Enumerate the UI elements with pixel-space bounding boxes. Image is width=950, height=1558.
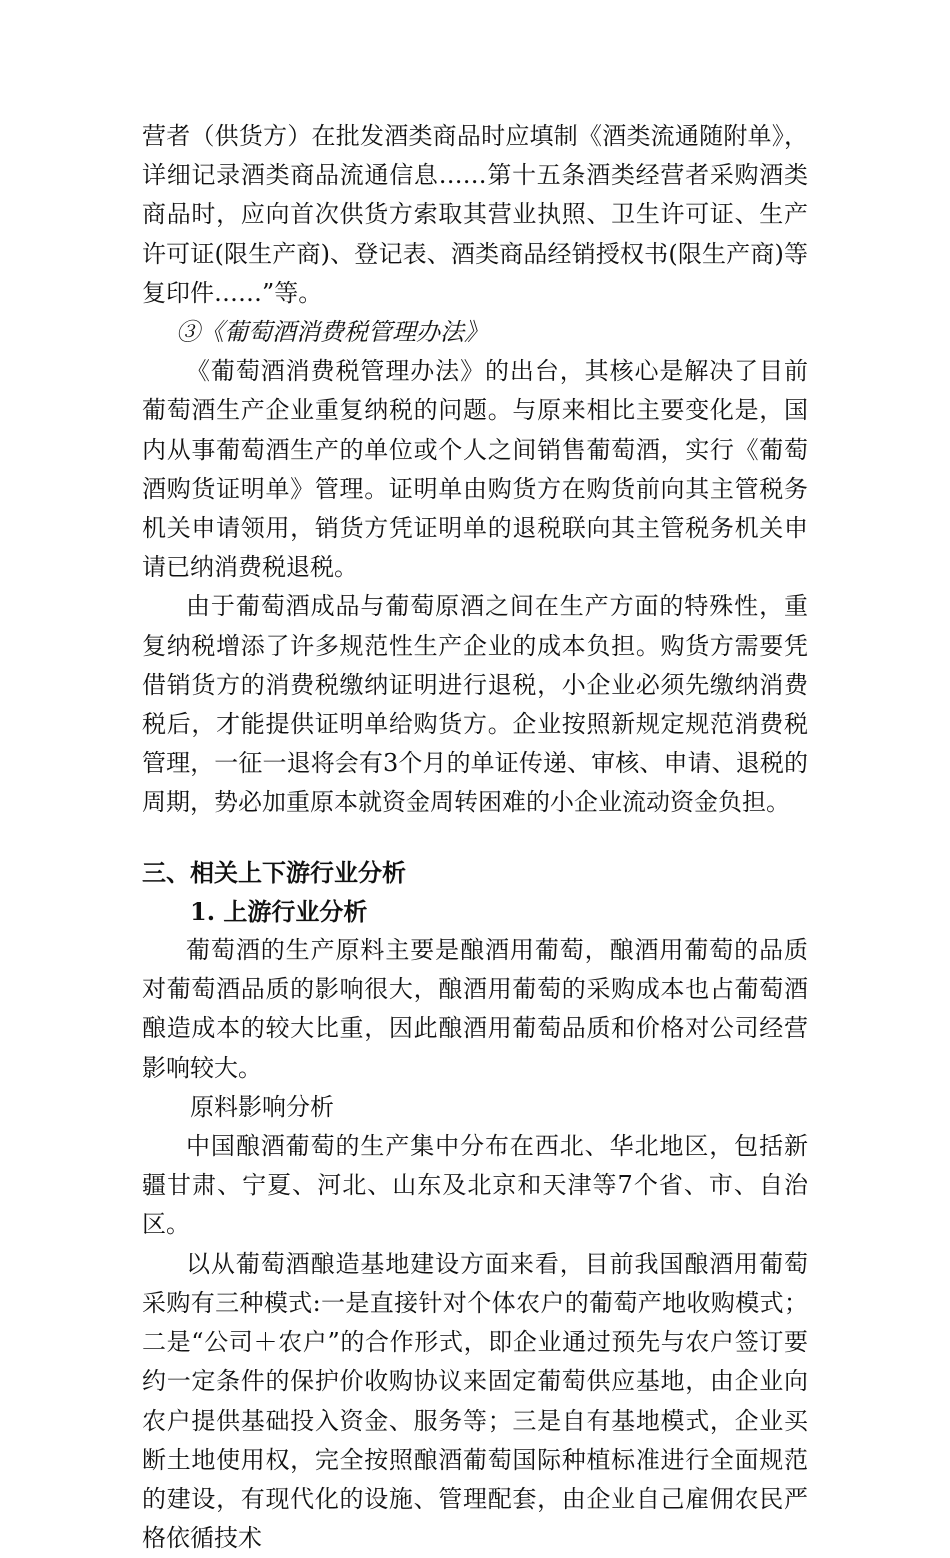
subsection-heading-upstream: 1. 上游行业分析	[190, 896, 368, 926]
heading-wine-consumption-tax: ③《葡萄酒消费税管理办法》	[176, 318, 488, 347]
paragraph-purchase-modes: 以从葡萄酒酿造基地建设方面来看，目前我国酿酒用葡萄采购有三种模式:一是直接针对个体农户的葡萄产地收购模式；二是“公司＋农户”的合作形式，即企业通过预先与农户签订要约一定条件的保护价收购协议来固定葡萄供应基地，由企业向农户提供基础投入资金、服务等；三是自有基地模式，企业买断土地使用权，完全按照酿酒葡萄国际种植标准进行全面规范的建设，有现代化的设施、管理配套，由企业自己雇佣农民严格依循技术	[142, 1249, 808, 1553]
section-heading-upstream-downstream: 三、相关上下游行业分析	[142, 857, 406, 887]
paragraph-double-tax: 由于葡萄酒成品与葡萄原酒之间在生产方面的特殊性，重复纳税增添了许多规范性生产企业的成本负担。购货方需要凭借销货方的消费税缴纳证明进行退税，小企业必须先缴纳消费税后，才能提供证明单给购货方。企业按照新规定规范消费税管理，一征一退将会有3个月的单证传递、审核、申请、退税的周期，势必加重原本就资金周转困难的小企业流动资金负担。	[142, 592, 808, 817]
document-page	[142, 117, 808, 1558]
paragraph-distributor-rules: 营者（供货方）在批发酒类商品时应填制《酒类流通随附单》，详细记录酒类商品流通信息……第十五条酒类经营者采购酒类商品时，应向首次供货方索取其营业执照、卫生许可证、生产许可证(限生产商)、登记表、酒类商品经销授权书(限生产商)等复印件……”等。	[142, 122, 808, 307]
subheading-raw-material-impact: 原料影响分析	[190, 1092, 334, 1121]
paragraph-raw-grapes: 葡萄酒的生产原料主要是酿酒用葡萄，酿酒用葡萄的品质对葡萄酒品质的影响很大，酿酒用葡萄的采购成本也占葡萄酒酿造成本的较大比重，因此酿酒用葡萄品质和价格对公司经营影响较大。	[142, 936, 808, 1082]
paragraph-tax-method: 《葡萄酒消费税管理办法》的出台，其核心是解决了目前葡萄酒生产企业重复纳税的问题。与原来相比主要变化是，国内从事葡萄酒生产的单位或个人之间销售葡萄酒，实行《葡萄酒购货证明单》管理。证明单由购货方在购货前向其主管税务机关申请领用，销货方凭证明单的退税联向其主管税务机关申请已纳消费税退税。	[142, 357, 808, 582]
paragraph-grape-regions: 中国酿酒葡萄的生产集中分布在西北、华北地区，包括新疆甘肃、宁夏、河北、山东及北京和天津等7个省、市、自治区。	[142, 1132, 808, 1239]
